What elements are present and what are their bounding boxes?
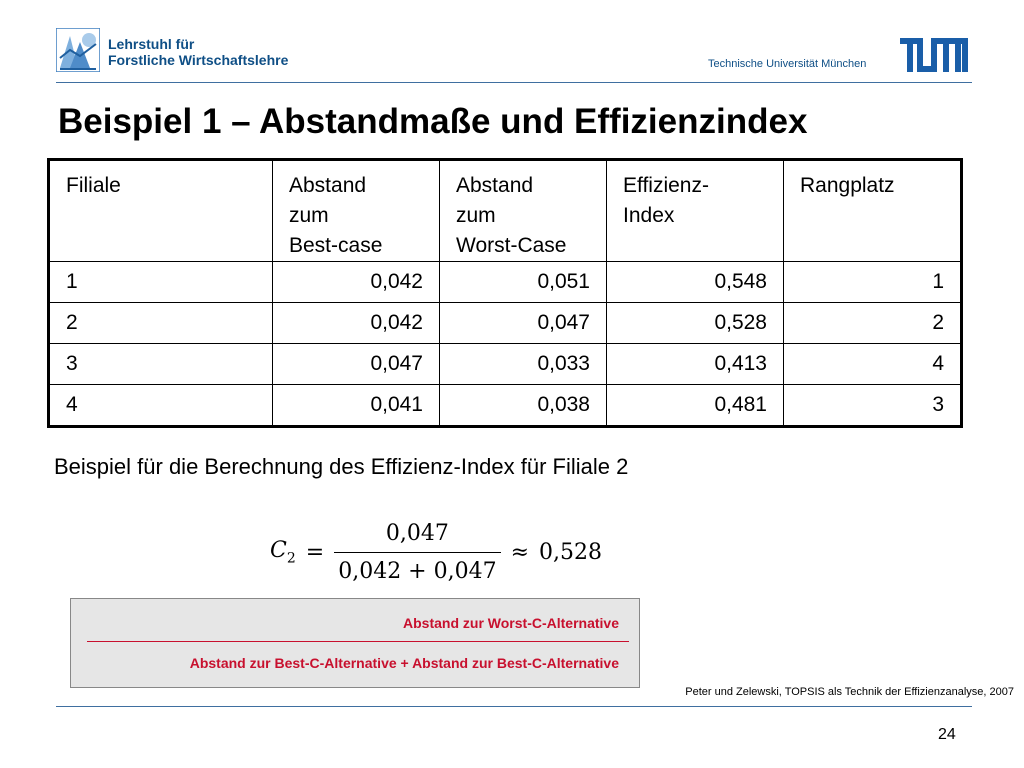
cell-efficiency-index: 0,548 (607, 262, 784, 303)
cell-efficiency-index: 0,528 (607, 303, 784, 344)
page-number: 24 (938, 726, 956, 743)
tum-logo-icon (900, 38, 968, 72)
chair-logo-icon (56, 28, 100, 72)
university-name: Technische Universität München (708, 58, 867, 70)
cell-filiale: 1 (49, 262, 273, 303)
cell-distance-worst: 0,051 (440, 262, 607, 303)
header-text: Abstand (289, 174, 367, 197)
header-text: zum (289, 204, 329, 227)
header-text: Filiale (66, 174, 121, 197)
cell-filiale: 2 (49, 303, 273, 344)
formula-explanation-box (70, 598, 640, 688)
header-text: Abstand (456, 174, 534, 197)
formula-result: 0,528 (539, 539, 603, 565)
cell-filiale: 4 (49, 385, 273, 427)
formula-fraction (334, 521, 500, 584)
cell-rank: 1 (784, 262, 962, 303)
table-row (49, 344, 962, 385)
cell-rank: 3 (784, 385, 962, 427)
header-text: Effizienz- (623, 174, 709, 197)
chair-name-line2: Forstliche Wirtschaftslehre (108, 52, 289, 68)
header-text: Index (623, 204, 675, 227)
header-divider (56, 82, 972, 83)
header-rank (784, 160, 962, 262)
formula-denominator: 0,042 + 0,047 (334, 552, 500, 584)
cell-rank: 4 (784, 344, 962, 385)
header-text: Worst-Case (456, 234, 567, 257)
chair-name-line1: Lehrstuhl für (108, 36, 195, 52)
header-text: zum (456, 204, 496, 227)
formula-approx: ≈ (510, 539, 530, 565)
cell-rank: 2 (784, 303, 962, 344)
chair-name (108, 36, 288, 68)
table-row (49, 303, 962, 344)
explanation-denominator: Abstand zur Best-C-Alternative + Abstand zur Best-C-Alternative (189, 655, 619, 671)
header-distance-best (273, 160, 440, 262)
formula-numerator: 0,047 (385, 520, 449, 546)
header-text: Best-case (289, 234, 383, 257)
formula-subscript: 2 (286, 550, 296, 567)
header-efficiency-index (607, 160, 784, 262)
header-text: Rangplatz (800, 174, 895, 197)
results-table (47, 158, 963, 428)
cell-filiale: 3 (49, 344, 273, 385)
slide-title: Beispiel 1 – Abstandmaße und Effizienzindex (58, 102, 808, 141)
table-row (49, 262, 962, 303)
cell-distance-best: 0,041 (273, 385, 440, 427)
cell-distance-worst: 0,038 (440, 385, 607, 427)
formula-equals: = (305, 539, 325, 565)
table-row (49, 385, 962, 427)
cell-distance-best: 0,042 (273, 303, 440, 344)
source-citation: Peter und Zelewski, TOPSIS als Technik der Effizienzanalyse, 2007 (685, 686, 1014, 698)
table-header-row (49, 160, 962, 262)
explanation-fraction-line (87, 641, 629, 642)
formula-symbol: C (270, 537, 287, 563)
efficiency-formula (270, 512, 602, 592)
cell-distance-best: 0,042 (273, 262, 440, 303)
cell-efficiency-index: 0,413 (607, 344, 784, 385)
example-caption: Beispiel für die Berechnung des Effizienz-Index für Filiale 2 (54, 454, 629, 479)
formula-lhs (270, 538, 296, 566)
cell-efficiency-index: 0,481 (607, 385, 784, 427)
header-distance-worst (440, 160, 607, 262)
cell-distance-worst: 0,033 (440, 344, 607, 385)
cell-distance-best: 0,047 (273, 344, 440, 385)
explanation-numerator: Abstand zur Worst-C-Alternative (403, 615, 619, 631)
header-filiale (49, 160, 273, 262)
cell-distance-worst: 0,047 (440, 303, 607, 344)
footer-divider (56, 706, 972, 707)
